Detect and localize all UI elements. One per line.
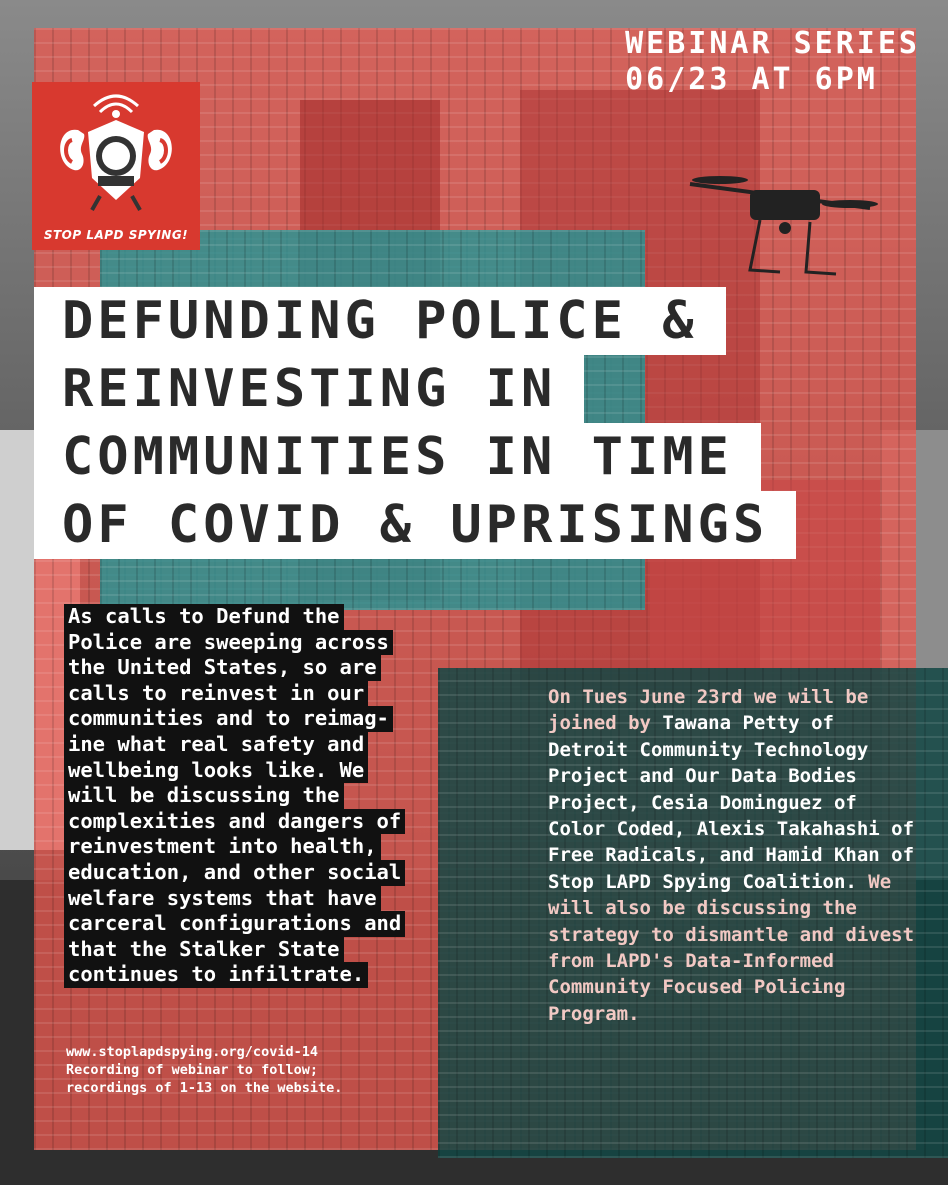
event-date-header	[625, 26, 920, 98]
speakers-list: Tawana Petty of Detroit Community Technology Project and Our Data Bodies Project, Cesia Dominguez of Color Coded, Alexis Takahashi of Free Radicals, and Hamid Khan of Stop LAPD Spying Coalition.	[548, 712, 915, 893]
title-line: REINVESTING IN	[34, 355, 584, 423]
intro-line: As calls to Defund the	[64, 604, 344, 630]
intro-line: that the Stalker State	[64, 937, 344, 963]
intro-line: carceral configurations and	[64, 911, 405, 937]
title-line: DEFUNDING POLICE &	[34, 287, 726, 355]
intro-line: will be discussing the	[64, 783, 344, 809]
stop-lapd-spying-logo	[32, 82, 200, 250]
intro-line: ine what real safety and	[64, 732, 368, 758]
intro-line: reinvestment into health,	[64, 834, 381, 860]
intro-line: communities and to reimag-	[64, 706, 393, 732]
event-details	[548, 684, 920, 1027]
intro-paragraph	[64, 604, 534, 988]
intro-line: welfare systems that have	[64, 886, 381, 912]
drone-icon	[680, 160, 880, 280]
logo-caption: STOP LAPD SPYING!	[43, 228, 189, 242]
details-intro: On Tues June 23rd we will be joined by	[548, 686, 869, 735]
intro-line: the United States, so are	[64, 655, 381, 681]
recordings-note: recordings of 1-13 on the website.	[66, 1080, 343, 1096]
webinar-series-label: WEBINAR SERIES	[625, 26, 920, 61]
intro-line: Police are sweeping across	[64, 630, 393, 656]
recording-note: Recording of webinar to follow;	[66, 1062, 318, 1078]
intro-line: continues to infiltrate.	[64, 962, 368, 988]
intro-line: complexities and dangers of	[64, 809, 405, 835]
intro-line: education, and other social	[64, 860, 405, 886]
details-strategy: We will also be discussing the strategy to dismantle and divest from LAPD's Data-Informed Community Focused Policing Program.	[548, 870, 915, 1025]
intro-line: calls to reinvest in our	[64, 681, 368, 707]
badge-with-ears-icon	[48, 90, 184, 220]
title-line: OF COVID & UPRISINGS	[34, 491, 796, 559]
title-line: COMMUNITIES IN TIME	[34, 423, 761, 491]
page-title	[34, 287, 890, 559]
event-datetime: 06/23 AT 6PM	[625, 62, 878, 97]
footer-info	[66, 1043, 342, 1097]
website-link[interactable]: www.stoplapdspying.org/covid-14	[66, 1044, 318, 1060]
intro-line: wellbeing looks like. We	[64, 758, 368, 784]
